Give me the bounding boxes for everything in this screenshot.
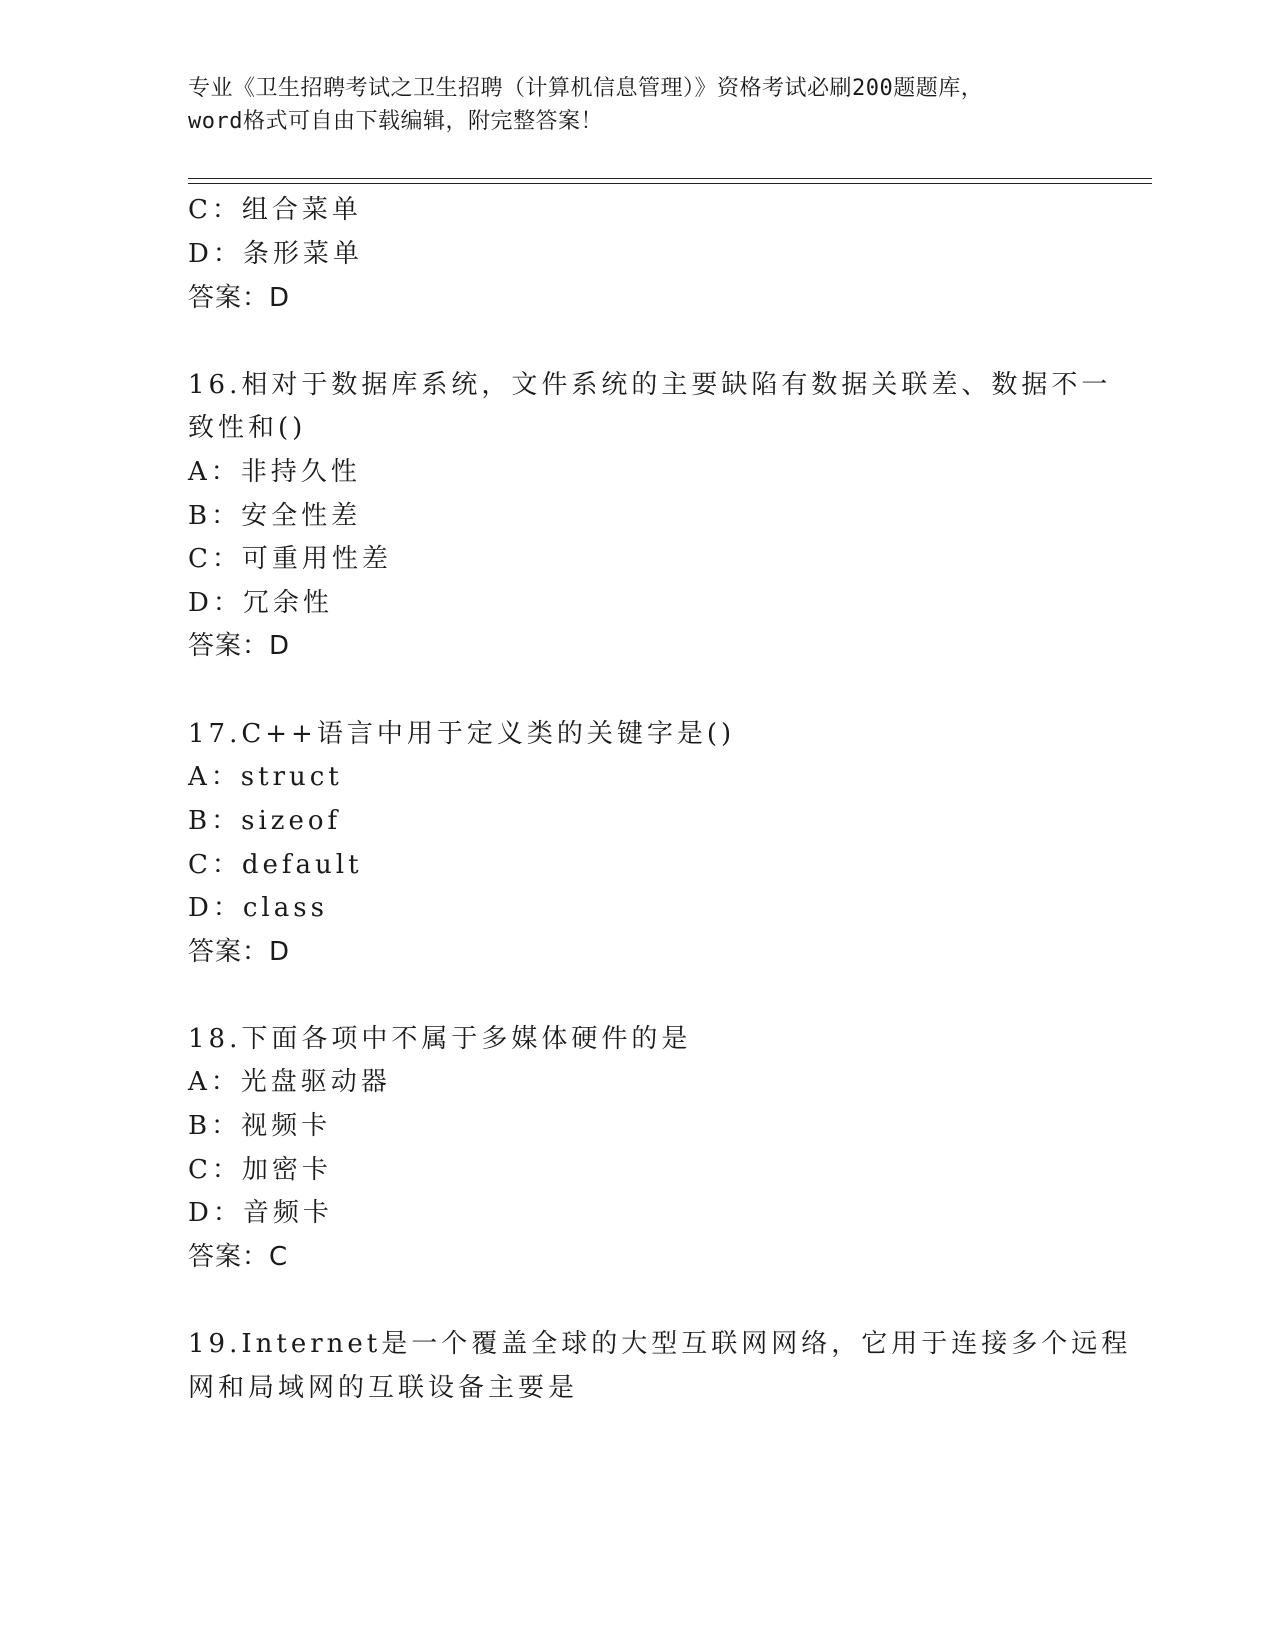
- page-header: [188, 72, 1088, 138]
- option-b: B：sizeof: [188, 806, 342, 836]
- option-a: A：struct: [188, 762, 343, 792]
- option-d: D：音频卡: [188, 1198, 333, 1228]
- question-stem: 16.相对于数据库系统，文件系统的主要缺陷有数据关联差、数据不一: [188, 370, 1112, 400]
- option-d: D：条形菜单: [188, 239, 363, 269]
- option-c: C：default: [188, 850, 363, 880]
- option-c: C：加密卡: [188, 1155, 332, 1185]
- answer-line: 答案：D: [188, 937, 291, 967]
- option-b: B：安全性差: [188, 501, 362, 531]
- option-b: B：视频卡: [188, 1111, 332, 1141]
- answer-line: 答案：D: [188, 631, 291, 661]
- header-divider-top: [188, 178, 1152, 179]
- header-divider-bottom: [188, 183, 1152, 184]
- question-stem: 致性和(): [188, 413, 307, 443]
- answer-line: 答案：C: [188, 1242, 289, 1272]
- option-a: A：光盘驱动器: [188, 1067, 391, 1097]
- header-line-1: 专业《卫生招聘考试之卫生招聘（计算机信息管理）》资格考试必刷200题题库，: [188, 76, 984, 101]
- question-stem: 18.下面各项中不属于多媒体硬件的是: [188, 1024, 692, 1054]
- option-d: D：冗余性: [188, 588, 333, 618]
- question-stem: 网和局域网的互联设备主要是: [188, 1373, 579, 1403]
- option-c: C：组合菜单: [188, 195, 362, 225]
- question-stem: 17.C++语言中用于定义类的关键字是(): [188, 719, 736, 749]
- answer-line: 答案：D: [188, 283, 291, 313]
- option-d: D：class: [188, 893, 328, 923]
- header-line-2: word格式可自由下载编辑，附完整答案！: [188, 109, 603, 134]
- option-c: C：可重用性差: [188, 544, 392, 574]
- option-a: A：非持久性: [188, 457, 361, 487]
- question-stem: 19.Internet是一个覆盖全球的大型互联网网络，它用于连接多个远程: [188, 1329, 1132, 1359]
